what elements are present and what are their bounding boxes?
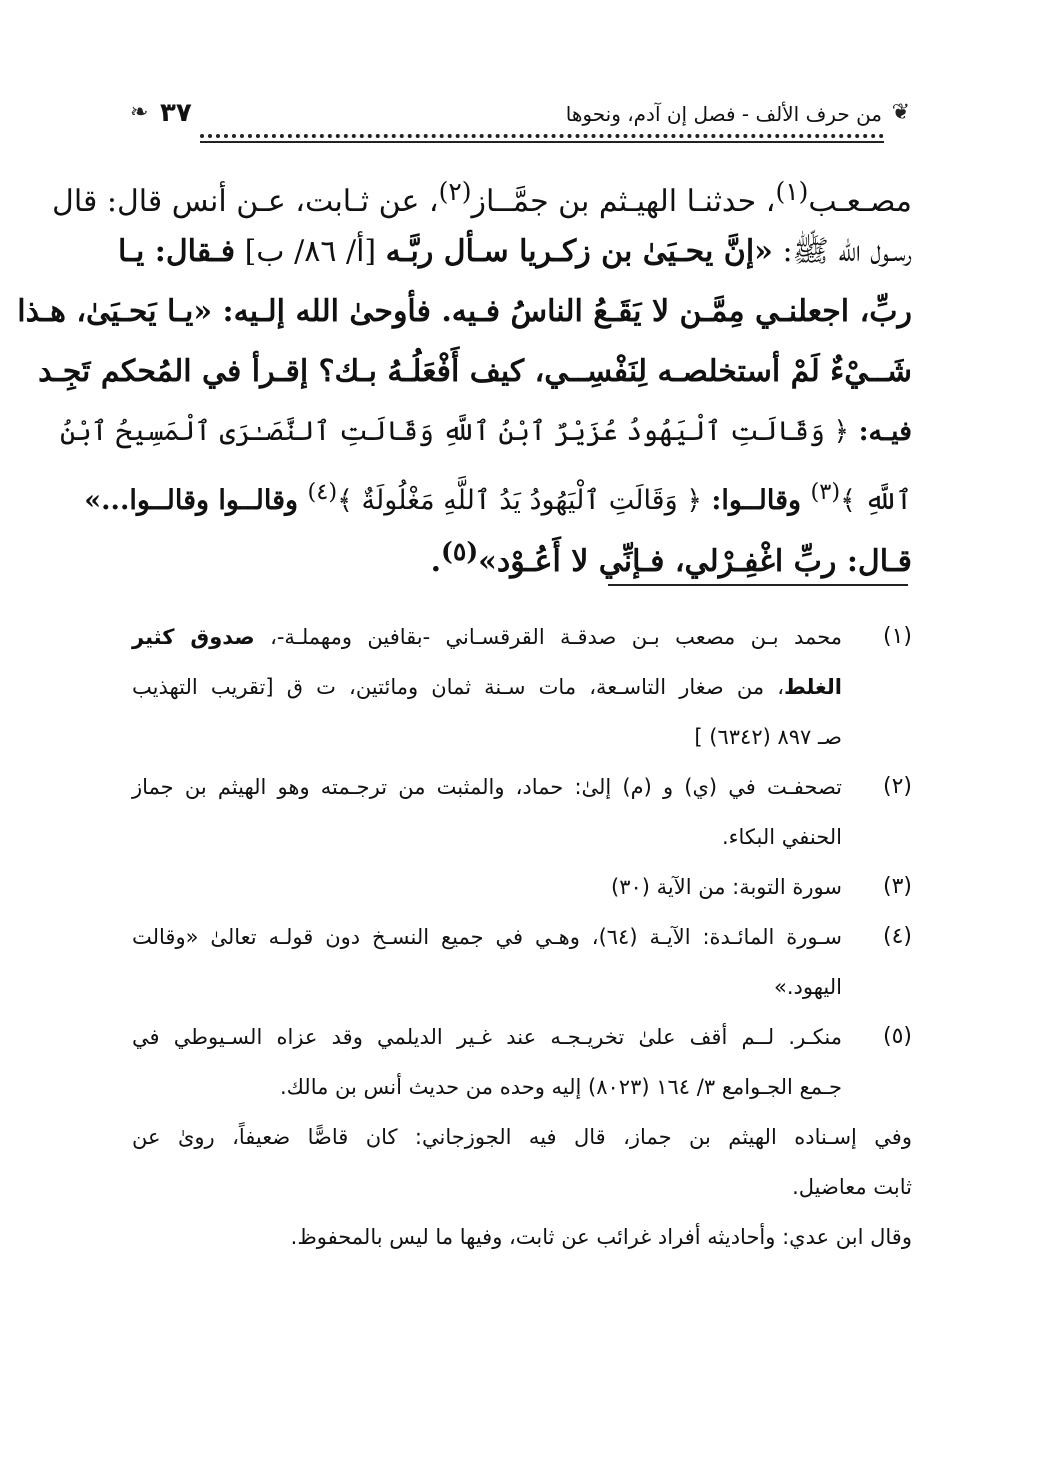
running-head: من حرف الألف - فصل إن آدم، ونحوها [565, 102, 882, 126]
main-line: رسـول الله ﷺ: «إنَّ يحـيَىٰ بن زكـريا سـأل ربَّـه [أ/ ٨٦/ ب] فـقال: يـا [118, 234, 912, 269]
footnote [132, 862, 912, 912]
quran-verse: ﴿ وَقَالَتِ ٱلْيَهُودُ عُزَيْرٌ ٱبْنُ ٱللَّهِ وَقَالَتِ ٱلنَّصَـٰرَى ٱلْمَسِيحُ ٱبْنُ [60, 416, 850, 447]
footnote [132, 912, 912, 1012]
quran-verse: ٱللَّهِ ﴾ [840, 485, 912, 516]
quran-verse: ﴿ وَقَالَتِ ٱلْيَهُودُ يَدُ ٱللَّهِ مَغْلُولَةٌ ﴾ [337, 485, 703, 516]
main-line: مصـعـب$^{(١)}$، حدثنـا الهيـثم بن جمَّــاز$^{(٢)}$، عن ثـابت، عـن أنس قال: قال [52, 177, 912, 219]
footnote-body: سـورة المائـدة: الآيـة (٦٤)، وهـي في جميع النسـخ دون قولـه تعالىٰ «وقالت اليهود.» [132, 925, 842, 999]
page-header [130, 96, 910, 146]
footnote-ref: (١) [775, 177, 809, 206]
footnote-body: منكـر. لــم أقف علىٰ تخريـجـه عند غـير الديلمي وقد عزاه السـيوطي في جـمع الجـوامع ٣/ ١٦٤ (٨٠٢٣) إليه وحده من حديث أنس بن مالك. وفي إسـناده الهيثم بن جماز، قال فيه الجوزجاني: كان قاصًّا ضعيفاً، روىٰ عن ثابت معاضيل. وقال ابن عدي: وأحاديثه أفراد غرائب عن ثابت، وفيها ما ليس بالمحفوظ. [132, 1025, 912, 1249]
ornament-right-icon: ❦ [891, 100, 910, 125]
footnotes [132, 612, 912, 1262]
footnote [132, 1012, 912, 1262]
ornament-left-icon: ❧ [130, 100, 149, 125]
footnote [132, 612, 912, 762]
footnote-number: (٣) [882, 874, 912, 899]
footnote-ref: (٣) [810, 479, 841, 505]
main-line: فيـه: ﴿ وَقَالَتِ ٱلْيَهُودُ عُزَيْرٌ ٱبْنُ ٱللَّهِ وَقَالَتِ ٱلنَّصَـٰرَى ٱلْمَسِيحُ ٱبْنُ [60, 416, 912, 447]
manuscript-ref: [أ/ ٨٦/ ب] [235, 234, 386, 269]
footnote-number: (٥) [882, 1024, 912, 1049]
main-line: ربِّ، اجعلنـي مِمَّـن لا يَقَـعُ الناسُ فـيه. فأوحىٰ الله إلـيه: «يـا يَحـيَىٰ، هـذا [17, 294, 912, 329]
main-text [17, 162, 912, 582]
footnote-number: (١) [882, 624, 912, 649]
footnote [132, 762, 912, 862]
main-line: ٱللَّهِ ﴾$^{(٣)}$ وقالــوا: ﴿ وَقَالَتِ ٱلْيَهُودُ يَدُ ٱللَّهِ مَغْلُولَةٌ ﴾$^{(٤)}$ وقالــوا وقالــوا...» [84, 479, 912, 516]
header-solid-rule [200, 141, 884, 143]
hadith-quote: «إنَّ يحـيَىٰ بن زكـريا سـأل ربَّـه [385, 234, 773, 269]
page-number: ٣٧ [160, 98, 192, 128]
footnote-ref: (٢) [438, 177, 472, 206]
main-line: قـال: ربِّ اغْفِـرْلي، فـإنِّي لا أَعُـوْد»$^{(٥)}$. [430, 537, 912, 579]
footnote-number: (٤) [882, 924, 912, 949]
footnote-ref: (٤) [307, 479, 338, 505]
footnote-ref: (٥) [441, 537, 479, 566]
main-line: شَــيْءٌ لَمْ أستخلصـه لِنَفْسِــي، كيف أَفْعَلُـهُ بـك؟ إقـرأ في المُحكم تَجِـد [38, 354, 912, 389]
footnote-body: سورة التوبة: من الآية (٣٠) [611, 875, 842, 899]
footnote-body: تصحفـت في (ي) و (م) إلىٰ: حماد، والمثبت من ترجـمته وهو الهيثم بن جماز الحنفي البكاء. [132, 775, 842, 849]
footnote-body: محمد بـن مصعب بـن صدقـة القرقسـاني -بقافين ومهملـة-، صدوق كثير الغلط، من صغار التاسـعة، مات سـنة ثمان ومائتين، ت ق [تقريب التهذيب صـ ٨٩٧ (٦٣٤٢) ] [132, 625, 842, 749]
footnote-divider [608, 584, 908, 586]
footnote-number: (٢) [882, 774, 912, 799]
header-dotted-rule [200, 134, 884, 138]
